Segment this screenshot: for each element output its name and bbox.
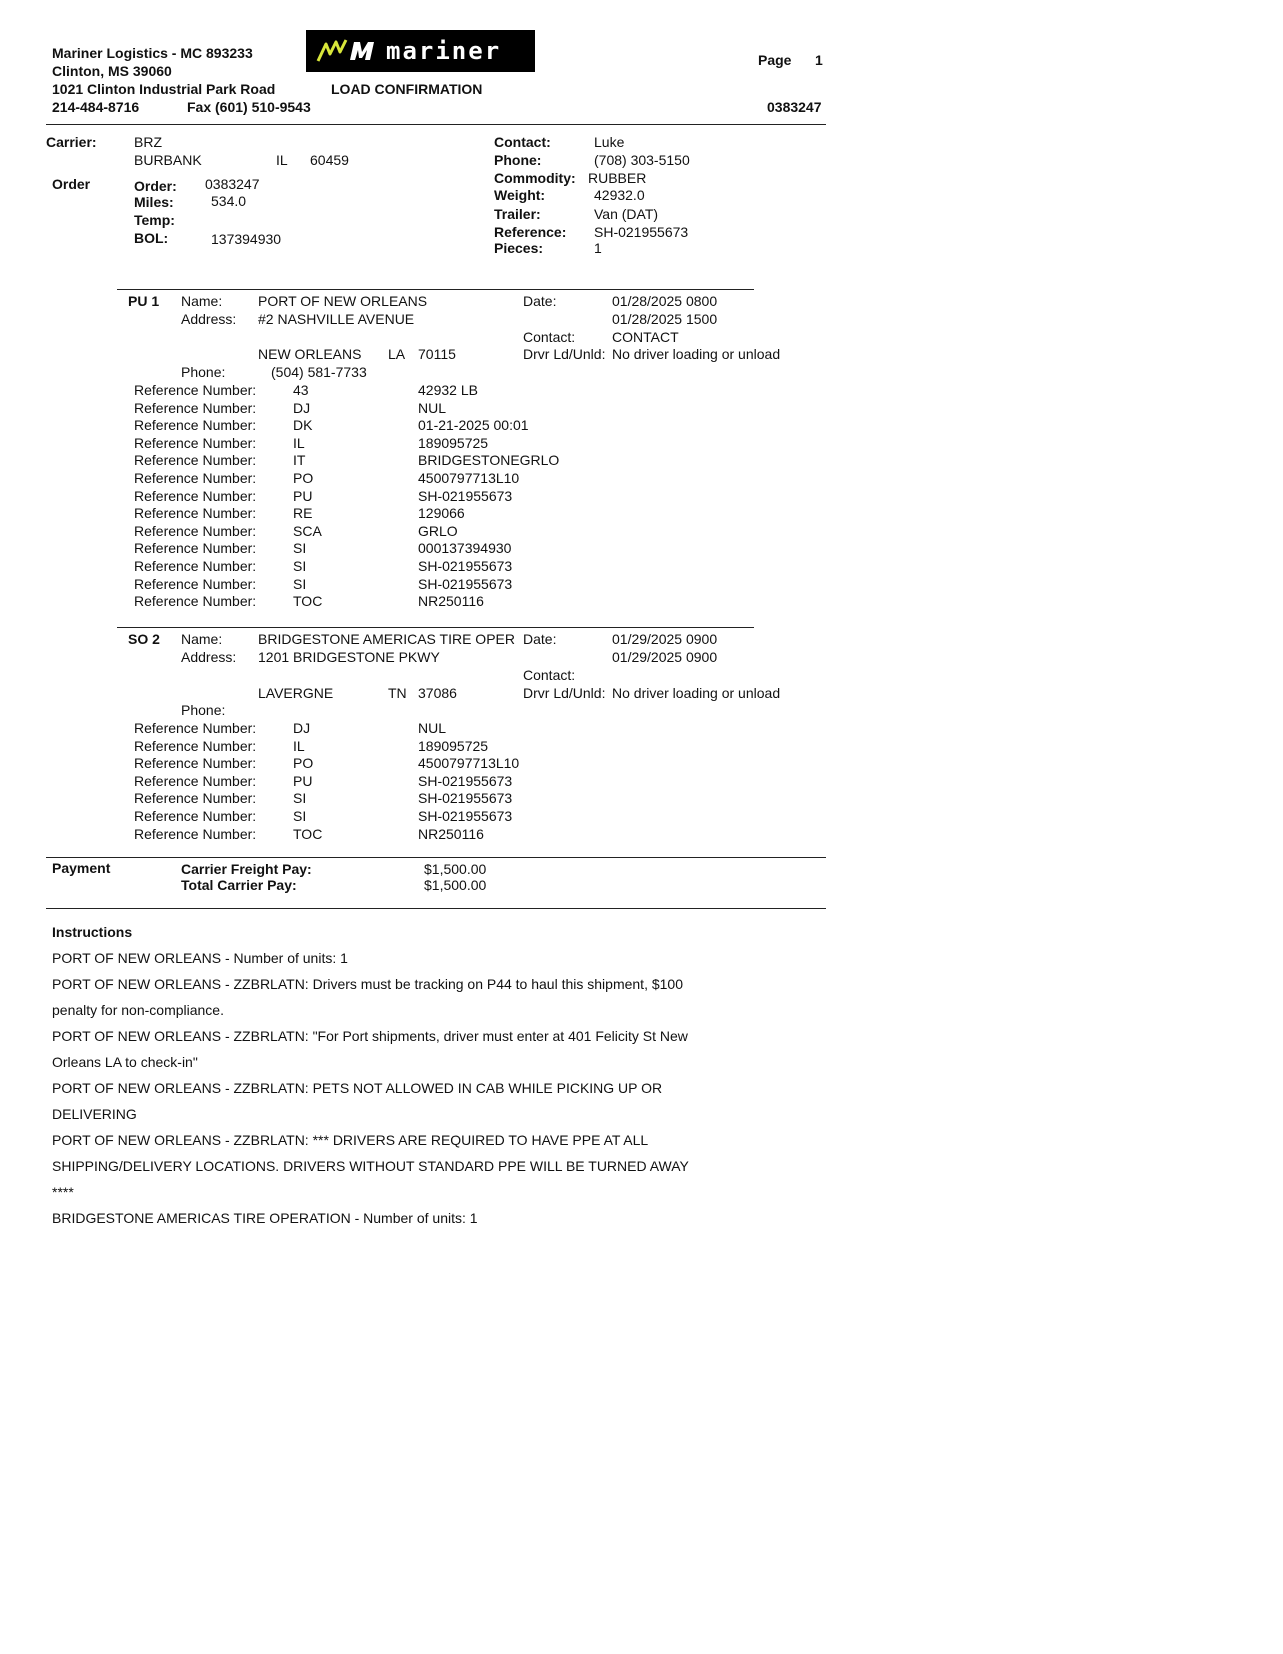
- mariner-logo-mark-icon: [306, 30, 535, 72]
- reference-value: GRLO: [418, 522, 458, 539]
- reference-number-label: Reference Number:: [134, 737, 257, 754]
- reference-value: SH-021955673: [594, 224, 689, 240]
- stop-2-contact-label: Contact:: [523, 667, 576, 683]
- stop-1-state: LA: [388, 346, 406, 362]
- reference-code: SI: [293, 558, 307, 574]
- stop-1-drvr: No driver loading or unload: [612, 346, 781, 362]
- stop-1-address: #2 NASHVILLE AVENUE: [258, 311, 415, 327]
- reference-value: 42932 LB: [418, 382, 478, 398]
- order-value: 0383247: [205, 176, 260, 192]
- carrier-zip: 60459: [310, 152, 349, 168]
- commodity-label: Commodity:: [494, 170, 576, 186]
- weight-label: Weight:: [494, 187, 546, 203]
- reference-code: PO: [293, 755, 314, 772]
- carrier-state: IL: [276, 152, 288, 168]
- reference-code: SI: [293, 540, 307, 557]
- reference-value: 01-21-2025 00:01: [418, 417, 529, 434]
- reference-number-label: Reference Number:: [134, 720, 257, 736]
- stop-2-date-start: 01/29/2025 0900: [612, 631, 718, 647]
- total-pay-value: $1,500.00: [424, 877, 487, 893]
- stop-2-zip: 37086: [418, 685, 457, 701]
- reference-code: IL: [293, 434, 305, 451]
- company-phone: 214-484-8716: [52, 99, 140, 115]
- reference-code: PO: [293, 470, 314, 486]
- reference-value: SH-021955673: [418, 772, 513, 789]
- reference-value: BRIDGESTONEGRLO: [418, 452, 560, 469]
- instruction-line: PORT OF NEW ORLEANS - ZZBRLATN: *** DRIVERS ARE REQUIRED TO HAVE PPE AT ALL: [52, 1132, 649, 1148]
- header-divider: [46, 124, 826, 125]
- reference-code: 43: [293, 382, 309, 398]
- reference-value: 129066: [418, 505, 465, 522]
- document-title: LOAD CONFIRMATION: [331, 81, 483, 97]
- phone-label: Phone:: [494, 152, 542, 168]
- reference-value: 4500797713L10: [418, 755, 520, 772]
- stop-2-divider: [117, 627, 754, 628]
- stop-2-drvr-label: Drvr Ld/Unld:: [523, 685, 606, 701]
- stop-1-date-label: Date:: [523, 293, 557, 309]
- stop-2-address: 1201 BRIDGESTONE PKWY: [258, 649, 440, 665]
- order-section-label: Order: [52, 176, 91, 192]
- pieces-label: Pieces:: [494, 240, 544, 256]
- reference-value: NR250116: [418, 825, 484, 842]
- stop-2-name: BRIDGESTONE AMERICAS TIRE OPER: [258, 631, 515, 647]
- stop-1-zip: 70115: [418, 346, 456, 362]
- carrier-city: BURBANK: [134, 152, 202, 168]
- reference-label: Reference:: [494, 224, 567, 240]
- reference-number-label: Reference Number:: [134, 558, 257, 574]
- stop-1-address-label: Address:: [181, 311, 237, 327]
- company-city: Clinton, MS 39060: [52, 63, 172, 79]
- instruction-line: ****: [52, 1184, 74, 1200]
- stop-2-address-label: Address:: [181, 649, 237, 665]
- reference-code: IT: [293, 452, 306, 469]
- reference-number-label: Reference Number:: [134, 772, 257, 789]
- reference-code: SI: [293, 808, 307, 824]
- stop-2-phone-label: Phone:: [181, 702, 226, 718]
- reference-code: SI: [293, 790, 307, 807]
- instruction-line: PORT OF NEW ORLEANS - Number of units: 1: [52, 950, 348, 966]
- instruction-line: DELIVERING: [52, 1106, 137, 1122]
- reference-value: SH-021955673: [418, 808, 513, 824]
- reference-value: SH-021955673: [418, 558, 513, 574]
- reference-code: DJ: [293, 399, 311, 416]
- stop-2-code: SO 2: [128, 631, 160, 647]
- payment-label: Payment: [52, 860, 111, 876]
- contact-value: Luke: [594, 134, 625, 150]
- reference-code: PU: [293, 772, 313, 789]
- stop-1-code: PU 1: [128, 293, 160, 309]
- instruction-line: BRIDGESTONE AMERICAS TIRE OPERATION - Number of units: 1: [52, 1210, 478, 1226]
- carrier-name: BRZ: [134, 134, 162, 150]
- reference-number-label: Reference Number:: [134, 575, 257, 592]
- order-label: Order:: [134, 178, 177, 194]
- stop-2-date-end: 01/29/2025 0900: [612, 649, 718, 665]
- carrier-label: Carrier:: [46, 134, 97, 150]
- stop-1-contact: CONTACT: [612, 329, 679, 345]
- stop-1-date-end: 01/28/2025 1500: [612, 311, 718, 327]
- stop-1-contact-label: Contact:: [523, 329, 576, 345]
- page-number: 1: [815, 52, 823, 68]
- reference-code: SI: [293, 575, 307, 592]
- freight-pay-label: Carrier Freight Pay:: [181, 861, 312, 877]
- stop-2-name-label: Name:: [181, 631, 223, 647]
- bol-label: BOL:: [134, 230, 169, 246]
- reference-value: 4500797713L10: [418, 470, 520, 486]
- reference-number-label: Reference Number:: [134, 399, 257, 416]
- commodity-value: RUBBER: [588, 170, 647, 186]
- freight-pay-value: $1,500.00: [424, 861, 487, 877]
- reference-number-label: Reference Number:: [134, 505, 257, 522]
- stop-1-divider: [117, 289, 754, 290]
- trailer-label: Trailer:: [494, 206, 541, 222]
- payment-divider-top: [46, 857, 826, 858]
- instruction-line: PORT OF NEW ORLEANS - ZZBRLATN: Drivers must be tracking on P44 to haul this shipment, $100: [52, 976, 683, 992]
- reference-value: SH-021955673: [418, 487, 513, 504]
- instruction-line: PORT OF NEW ORLEANS - ZZBRLATN: PETS NOT ALLOWED IN CAB WHILE PICKING UP OR: [52, 1080, 663, 1096]
- phone-value: (708) 303-5150: [594, 152, 690, 168]
- reference-value: 189095725: [418, 737, 489, 754]
- trailer-value: Van (DAT): [594, 206, 659, 222]
- reference-value: SH-021955673: [418, 575, 513, 592]
- reference-number-label: Reference Number:: [134, 825, 257, 842]
- stop-2-drvr: No driver loading or unload: [612, 685, 781, 701]
- stop-1-drvr-label: Drvr Ld/Unld:: [523, 346, 606, 362]
- bol-value: 137394930: [211, 231, 282, 247]
- reference-value: SH-021955673: [418, 790, 513, 807]
- reference-value: 189095725: [418, 434, 489, 451]
- total-pay-label: Total Carrier Pay:: [181, 877, 297, 893]
- reference-code: TOC: [293, 825, 323, 842]
- contact-label: Contact:: [494, 134, 551, 150]
- reference-number-label: Reference Number:: [134, 755, 257, 772]
- reference-number-label: Reference Number:: [134, 522, 257, 539]
- reference-number-label: Reference Number:: [134, 487, 257, 504]
- mariner-logo: [306, 30, 535, 72]
- instruction-line: PORT OF NEW ORLEANS - ZZBRLATN: "For Port shipments, driver must enter at 401 Felicity St New: [52, 1028, 688, 1044]
- miles-label: Miles:: [134, 194, 174, 210]
- reference-value: NUL: [418, 399, 447, 416]
- company-address: 1021 Clinton Industrial Park Road: [52, 81, 276, 97]
- miles-value: 534.0: [211, 193, 247, 209]
- instruction-line: penalty for non-compliance.: [52, 1002, 224, 1018]
- stop-2-date-label: Date:: [523, 631, 557, 647]
- reference-number-label: Reference Number:: [134, 434, 257, 451]
- company-name: Mariner Logistics - MC 893233: [52, 45, 253, 61]
- stop-1-phone: (504) 581-7733: [271, 364, 367, 380]
- instructions-heading: Instructions: [52, 924, 133, 940]
- reference-code: DJ: [293, 720, 311, 736]
- reference-number-label: Reference Number:: [134, 382, 257, 398]
- temp-label: Temp:: [134, 212, 175, 228]
- reference-number-label: Reference Number:: [134, 593, 257, 610]
- reference-code: RE: [293, 505, 313, 522]
- stop-1-date-start: 01/28/2025 0800: [612, 293, 718, 309]
- stop-1-name-label: Name:: [181, 293, 223, 309]
- company-fax: Fax (601) 510-9543: [187, 99, 311, 115]
- reference-code: TOC: [293, 593, 323, 610]
- stop-1-city: NEW ORLEANS: [258, 346, 362, 362]
- reference-number-label: Reference Number:: [134, 417, 257, 434]
- reference-number-label: Reference Number:: [134, 790, 257, 807]
- reference-number-label: Reference Number:: [134, 808, 257, 824]
- reference-code: IL: [293, 737, 305, 754]
- reference-number-label: Reference Number:: [134, 452, 257, 469]
- logo-wordmark: mariner: [386, 37, 502, 65]
- payment-divider-bottom: [46, 908, 826, 909]
- pieces-value: 1: [594, 240, 602, 256]
- stop-2-state: TN: [388, 685, 407, 701]
- page-label: Page: [758, 52, 792, 68]
- reference-code: SCA: [293, 522, 322, 539]
- instruction-line: SHIPPING/DELIVERY LOCATIONS. DRIVERS WITHOUT STANDARD PPE WILL BE TURNED AWAY: [52, 1158, 689, 1174]
- reference-number-label: Reference Number:: [134, 540, 257, 557]
- reference-code: DK: [293, 417, 313, 434]
- document-number: 0383247: [767, 99, 822, 115]
- instruction-line: Orleans LA to check-in": [52, 1054, 198, 1070]
- reference-value: 000137394930: [418, 540, 512, 557]
- reference-number-label: Reference Number:: [134, 470, 257, 486]
- reference-value: NUL: [418, 720, 447, 736]
- weight-value: 42932.0: [594, 187, 645, 203]
- reference-code: PU: [293, 487, 313, 504]
- reference-value: NR250116: [418, 593, 484, 610]
- stop-2-city: LAVERGNE: [258, 685, 334, 701]
- stop-1-phone-label: Phone:: [181, 364, 226, 380]
- stop-1-name: PORT OF NEW ORLEANS: [258, 293, 428, 309]
